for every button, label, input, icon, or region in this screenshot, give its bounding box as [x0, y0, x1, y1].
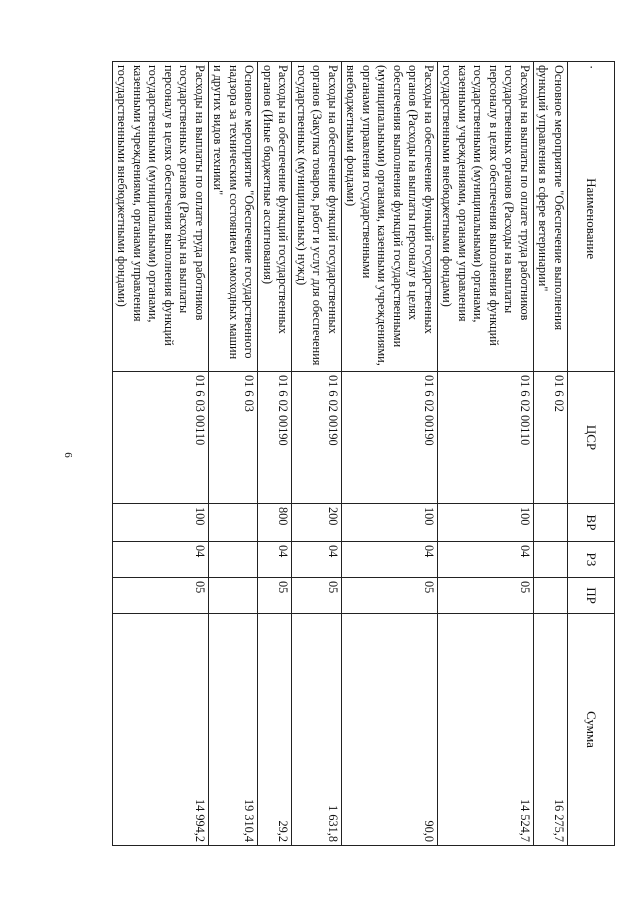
cell-vr: 200 — [292, 504, 342, 542]
cell-pr: 05 — [113, 578, 209, 614]
cell-pr — [534, 578, 568, 614]
header-sum: Сумма — [568, 614, 615, 846]
cell-vr: 100 — [113, 504, 209, 542]
cell-sum: 29,2 — [258, 614, 292, 846]
rotated-table-sheet — [86, 61, 615, 845]
header-vr: ВР — [568, 504, 615, 542]
cell-sum: 14 524,7 — [438, 614, 534, 846]
cell-rz: 04 — [292, 542, 342, 578]
header-rz: РЗ — [568, 542, 615, 578]
cell-pr: 05 — [342, 578, 438, 614]
cell-rz: 04 — [438, 542, 534, 578]
cell-csr: 01 6 02 00190 — [292, 372, 342, 504]
header-pr: ПР — [568, 578, 615, 614]
cell-sum: 16 275,7 — [534, 614, 568, 846]
header-mark: · — [583, 65, 599, 70]
cell-pr: 05 — [438, 578, 534, 614]
cell-sum: 1 631,8 — [292, 614, 342, 846]
table-row — [113, 62, 209, 846]
cell-csr: 01 6 02 — [534, 372, 568, 504]
cell-vr — [534, 504, 568, 542]
table-row — [342, 62, 438, 846]
cell-name: Основное мероприятие "Обеспечение государственного надзора за техническим состоянием самоходных машин и других видов техники" — [209, 62, 259, 372]
table-row — [534, 62, 568, 846]
cell-vr: 100 — [438, 504, 534, 542]
header-name: · Наименование — [568, 62, 615, 372]
cell-name: Основное мероприятие "Обеспечение выполнения функций управления в сфере ветеринарии" — [534, 62, 568, 372]
cell-rz — [534, 542, 568, 578]
cell-name: Расходы на обеспечение функций государственных органов (Иные бюджетные ассигнования) — [258, 62, 292, 372]
page-number: 6 — [62, 452, 74, 458]
cell-csr: 01 6 02 00110 — [438, 372, 534, 504]
cell-name: Расходы на обеспечение функций государственных органов (Расходы на выплаты персоналу в целях обеспечения выполнения функций государственными (муниципальными) органами, казенными учреждениями, органами управления государственными внебюджетными фондами) — [342, 62, 438, 372]
cell-sum: 14 994,2 — [113, 614, 209, 846]
cell-name: Расходы на выплаты по оплате труда работников государственных органов (Расходы на выплаты персоналу в целях обеспечения выполнения функций государственными (муниципальными) органами, казенными учреждениями, органами управления государственными внебюджетными фондами) — [438, 62, 534, 372]
cell-rz: 04 — [113, 542, 209, 578]
table-row — [438, 62, 534, 846]
cell-csr: 01 6 02 00190 — [258, 372, 292, 504]
table-header-row — [568, 62, 615, 846]
table-row — [292, 62, 342, 846]
cell-sum: 90,0 — [342, 614, 438, 846]
cell-rz: 04 — [342, 542, 438, 578]
cell-sum: 19 310,4 — [209, 614, 259, 846]
header-csr: ЦСР — [568, 372, 615, 504]
table-row — [209, 62, 259, 846]
cell-rz — [209, 542, 259, 578]
cell-name: Расходы на обеспечение функций государственных органов (Закупка товаров, работ и услуг для обеспечения государственных (муниципальных) нужд) — [292, 62, 342, 372]
cell-vr: 100 — [342, 504, 438, 542]
cell-rz: 04 — [258, 542, 292, 578]
table-row — [258, 62, 292, 846]
cell-pr: 05 — [258, 578, 292, 614]
budget-table — [112, 61, 615, 846]
cell-csr: 01 6 03 00110 — [113, 372, 209, 504]
cell-csr: 01 6 02 00190 — [342, 372, 438, 504]
cell-vr: 800 — [258, 504, 292, 542]
cell-vr — [209, 504, 259, 542]
cell-csr: 01 6 03 — [209, 372, 259, 504]
cell-pr — [209, 578, 259, 614]
cell-name: Расходы на выплаты по оплате труда работников государственных органов (Расходы на выплаты персоналу в целях обеспечения выполнения функций государственными (муниципальными) органами, казенными учреждениями, органами управления государственными внебюджетными фондами) — [113, 62, 209, 372]
cell-pr: 05 — [292, 578, 342, 614]
